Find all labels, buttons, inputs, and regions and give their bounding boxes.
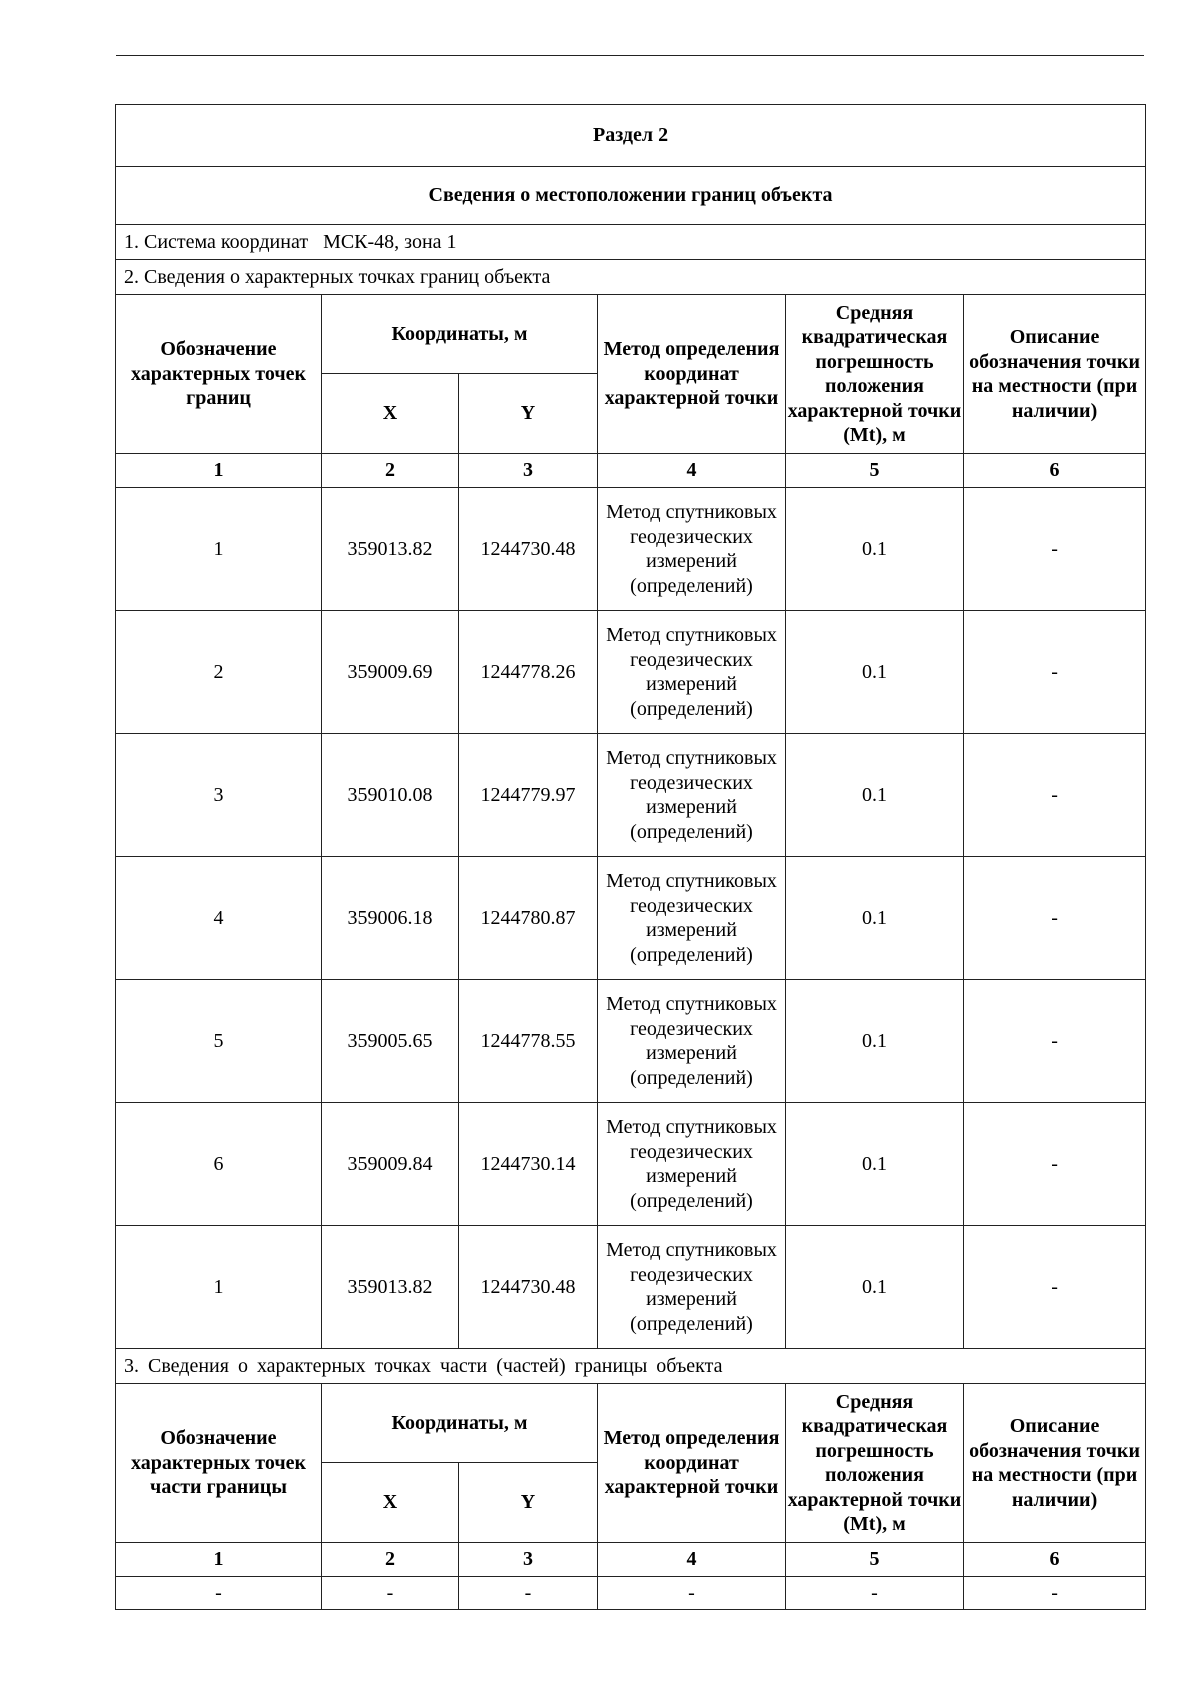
coord-x: 359009.69 <box>322 611 459 734</box>
coord-system-value: МСК-48, зона 1 <box>323 230 457 253</box>
accuracy-mt: - <box>786 1577 964 1610</box>
point-id: 1 <box>116 488 322 611</box>
header-accuracy: Средняя квадратическая погрешность положения характерной точки (Mt), м <box>786 1384 964 1543</box>
accuracy-mt: 0.1 <box>786 857 964 980</box>
top-rule <box>116 55 1144 56</box>
coord-x: - <box>322 1577 459 1610</box>
point-description: - <box>964 734 1146 857</box>
accuracy-mt: 0.1 <box>786 734 964 857</box>
column-number: 4 <box>598 1543 786 1577</box>
parts-section-label: 3. Сведения о характерных точках части (частей) границы объекта <box>116 1349 1146 1384</box>
table-row <box>116 857 1146 980</box>
table-row <box>116 980 1146 1103</box>
header-description: Описание обозначения точки на местности (при наличии) <box>964 295 1146 454</box>
point-description: - <box>964 857 1146 980</box>
column-numbers-row <box>116 1543 1146 1577</box>
table-row <box>116 1103 1146 1226</box>
table-row <box>116 1577 1146 1610</box>
accuracy-mt: 0.1 <box>786 488 964 611</box>
coord-x: 359013.82 <box>322 1226 459 1349</box>
column-number: 6 <box>964 454 1146 488</box>
column-number: 1 <box>116 454 322 488</box>
method-text: Метод спутниковых геодезических измерений (определений) <box>598 611 786 734</box>
section-title: Раздел 2 <box>116 105 1146 167</box>
point-id: - <box>116 1577 322 1610</box>
points-section-label: 2. Сведения о характерных точках границ объекта <box>116 260 1146 295</box>
column-number: 1 <box>116 1543 322 1577</box>
section-subtitle: Сведения о местоположении границ объекта <box>116 167 1146 225</box>
header-x: X <box>322 1463 459 1543</box>
coord-y: 1244778.55 <box>459 980 598 1103</box>
header-accuracy: Средняя квадратическая погрешность положения характерной точки (Mt), м <box>786 295 964 454</box>
column-number: 2 <box>322 454 459 488</box>
header-method: Метод определения координат характерной точки <box>598 1384 786 1543</box>
coord-x: 359009.84 <box>322 1103 459 1226</box>
point-description: - <box>964 611 1146 734</box>
point-description: - <box>964 1226 1146 1349</box>
header-designation: Обозначение характерных точек части границы <box>116 1384 322 1543</box>
accuracy-mt: 0.1 <box>786 1103 964 1226</box>
coord-x: 359013.82 <box>322 488 459 611</box>
coord-x: 359005.65 <box>322 980 459 1103</box>
header-coords: Координаты, м <box>322 1384 598 1463</box>
coord-y: - <box>459 1577 598 1610</box>
header-description: Описание обозначения точки на местности (при наличии) <box>964 1384 1146 1543</box>
point-description: - <box>964 980 1146 1103</box>
coord-x: 359006.18 <box>322 857 459 980</box>
method-text: Метод спутниковых геодезических измерений (определений) <box>598 857 786 980</box>
method-text: - <box>598 1577 786 1610</box>
coord-y: 1244730.14 <box>459 1103 598 1226</box>
column-numbers-row <box>116 454 1146 488</box>
coord-y: 1244778.26 <box>459 611 598 734</box>
header-y: Y <box>459 1463 598 1543</box>
header-x: X <box>322 374 459 454</box>
header-designation: Обозначение характерных точек границ <box>116 295 322 454</box>
table-row <box>116 1226 1146 1349</box>
table-row <box>116 611 1146 734</box>
header-method: Метод определения координат характерной точки <box>598 295 786 454</box>
column-number: 4 <box>598 454 786 488</box>
coord-y: 1244730.48 <box>459 1226 598 1349</box>
coord-x: 359010.08 <box>322 734 459 857</box>
accuracy-mt: 0.1 <box>786 980 964 1103</box>
method-text: Метод спутниковых геодезических измерений (определений) <box>598 1103 786 1226</box>
point-id: 2 <box>116 611 322 734</box>
point-description: - <box>964 488 1146 611</box>
method-text: Метод спутниковых геодезических измерений (определений) <box>598 488 786 611</box>
column-number: 3 <box>459 454 598 488</box>
point-id: 4 <box>116 857 322 980</box>
boundary-points-table <box>115 104 1146 1610</box>
accuracy-mt: 0.1 <box>786 1226 964 1349</box>
method-text: Метод спутниковых геодезических измерений (определений) <box>598 980 786 1103</box>
column-number: 5 <box>786 454 964 488</box>
accuracy-mt: 0.1 <box>786 611 964 734</box>
column-number: 6 <box>964 1543 1146 1577</box>
header-coords: Координаты, м <box>322 295 598 374</box>
coord-y: 1244730.48 <box>459 488 598 611</box>
point-id: 1 <box>116 1226 322 1349</box>
header-y: Y <box>459 374 598 454</box>
coord-system-label: 1. Система координат <box>124 230 309 253</box>
point-description: - <box>964 1577 1146 1610</box>
point-id: 3 <box>116 734 322 857</box>
point-id: 5 <box>116 980 322 1103</box>
point-id: 6 <box>116 1103 322 1226</box>
table-row <box>116 488 1146 611</box>
coord-y: 1244779.97 <box>459 734 598 857</box>
table-row <box>116 734 1146 857</box>
column-number: 3 <box>459 1543 598 1577</box>
point-description: - <box>964 1103 1146 1226</box>
column-number: 5 <box>786 1543 964 1577</box>
coord-y: 1244780.87 <box>459 857 598 980</box>
method-text: Метод спутниковых геодезических измерений (определений) <box>598 734 786 857</box>
column-number: 2 <box>322 1543 459 1577</box>
method-text: Метод спутниковых геодезических измерений (определений) <box>598 1226 786 1349</box>
coord-system-line <box>116 225 1146 260</box>
